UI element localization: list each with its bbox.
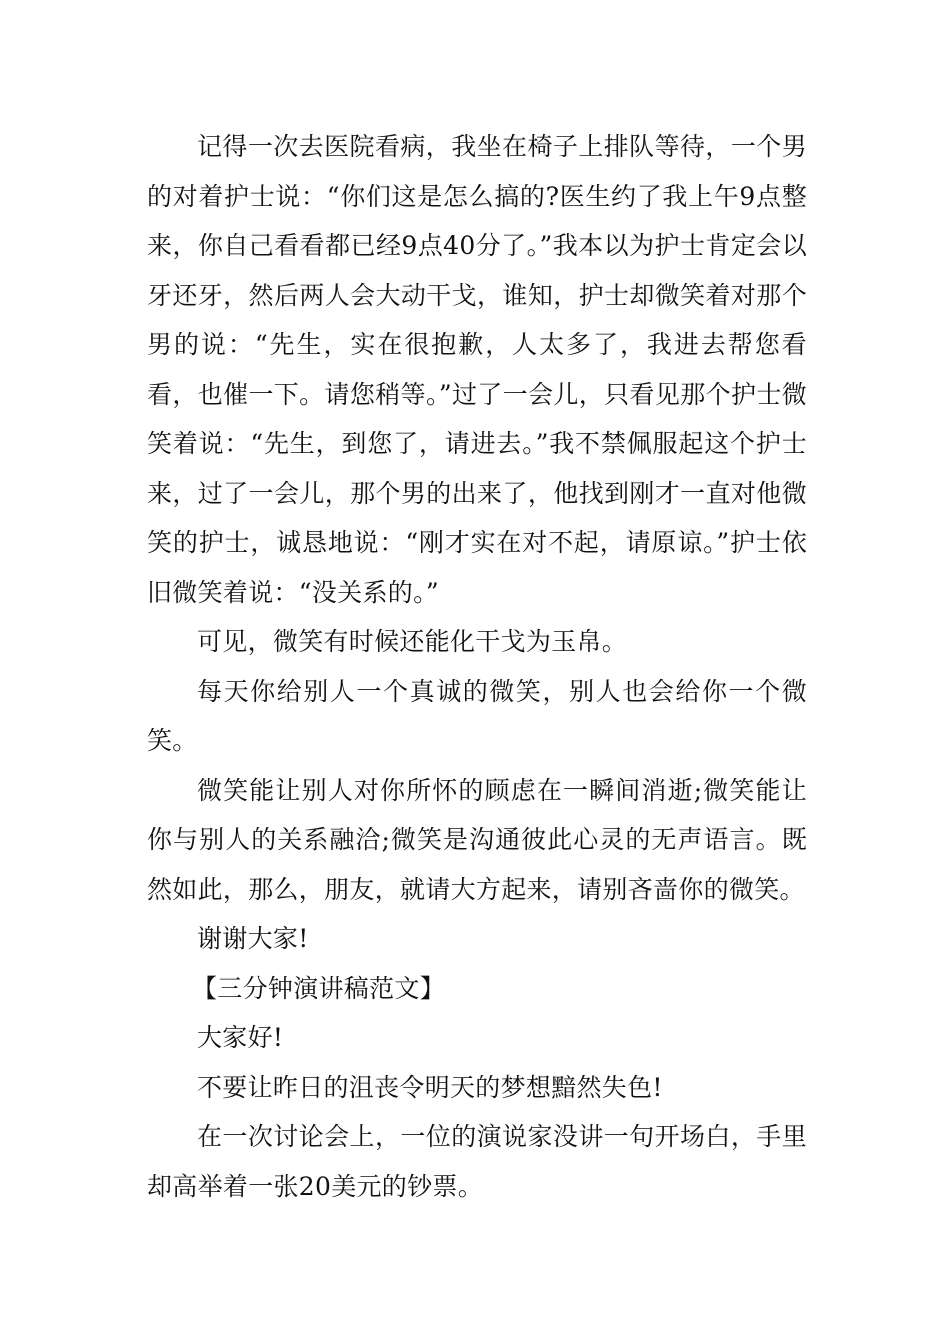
paragraph-dont-let-yesterday: 不要让昨日的沮丧令明天的梦想黯然失色! xyxy=(197,1072,663,1102)
document-body xyxy=(147,122,807,1211)
paragraph-speaker-story: 在一次讨论会上，一位的演说家没讲一句开场白，手里却高举着一张20美元的钞票。 xyxy=(147,1122,807,1201)
section-heading: 【三分钟演讲稿范文】 xyxy=(192,973,446,1003)
paragraph-daily-smile: 每天你给别人一个真诚的微笑，别人也会给你一个微笑。 xyxy=(147,676,807,755)
paragraph-hospital-story: 记得一次去医院看病，我坐在椅子上排队等待，一个男的对着护士说：“你们这是怎么搞的?医生约了我上午9点整来，你自己看看都已经9点40分了。”我本以为护士肯定会以牙还牙，然后两人会大动干戈，谁知，护士却微笑着对那个男的说：“先生，实在很抱歉，人太多了，我进去帮您看看，也催一下。请您稍等。”过了一会儿，只看见那个护士微笑着说：“先生，到您了，请进去。”我不禁佩服起这个护士来，过了一会儿，那个男的出来了，他找到刚才一直对他微笑的护士，诚恳地说：“刚才实在对不起，请原谅。”护士依旧微笑着说：“没关系的。” xyxy=(147,132,807,607)
paragraph-smile-resolves-conflict: 可见，微笑有时候还能化干戈为玉帛。 xyxy=(197,627,628,656)
paragraph-smile-benefits: 微笑能让别人对你所怀的顾虑在一瞬间消逝;微笑能让你与别人的关系融洽;微笑是沟通彼此心灵的无声语言。既然如此，那么，朋友，就请大方起来，请别吝啬你的微笑。 xyxy=(147,775,807,904)
paragraph-thanks: 谢谢大家! xyxy=(197,924,309,953)
paragraph-greeting: 大家好! xyxy=(197,1023,284,1052)
